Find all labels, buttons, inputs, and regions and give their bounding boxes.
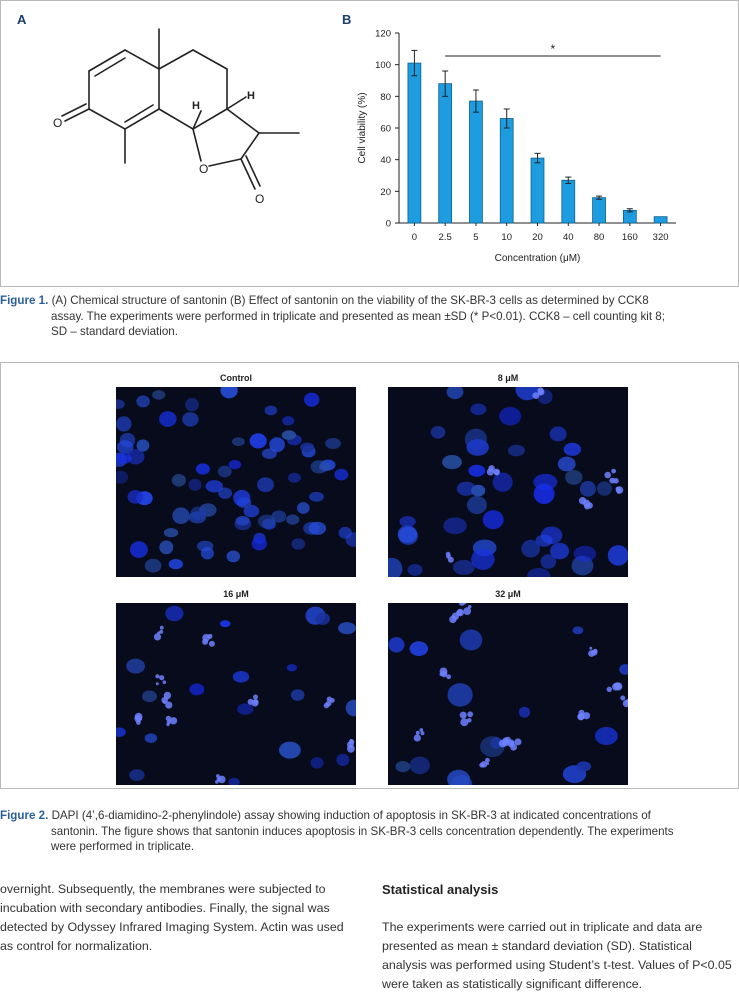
micro-image-control xyxy=(116,387,356,577)
apoptotic-body xyxy=(613,478,619,484)
significance-marker: * xyxy=(550,41,556,56)
atom-label: O xyxy=(53,116,63,130)
apoptotic-body xyxy=(160,626,164,630)
nucleus xyxy=(129,769,144,781)
apoptotic-body xyxy=(215,780,219,784)
caption-line: (A) Chemical structure of santonin (B) Effect of santonin on the viability of the SK-BR-3 cells as determined by CCK8 xyxy=(51,294,649,307)
panel-b-label: B xyxy=(342,12,352,27)
bar xyxy=(654,217,667,223)
x-tick-label: 320 xyxy=(652,232,669,243)
nucleus xyxy=(220,387,237,398)
apoptotic-body xyxy=(163,680,167,684)
nucleus xyxy=(189,479,202,491)
nucleus xyxy=(303,522,319,535)
apoptotic-body xyxy=(253,695,258,700)
nucleus xyxy=(136,395,150,407)
panel-a-label: A xyxy=(17,12,27,27)
nucleus xyxy=(300,443,314,453)
nucleus xyxy=(130,541,148,558)
nucleus xyxy=(257,477,274,492)
nucleus xyxy=(396,761,411,772)
nucleus xyxy=(453,560,475,575)
apoptotic-body xyxy=(248,699,254,705)
apoptotic-body xyxy=(202,639,208,645)
micro-image-32um xyxy=(388,603,628,785)
nucleus xyxy=(558,457,576,472)
apoptotic-body xyxy=(614,683,622,691)
nucleus xyxy=(286,515,299,525)
nucleus xyxy=(527,568,550,577)
nucleus xyxy=(447,387,464,399)
apoptotic-body xyxy=(463,607,471,615)
atom-label: O xyxy=(255,192,265,206)
nucleus xyxy=(519,707,530,718)
apoptotic-body xyxy=(485,758,490,763)
x-tick-label: 80 xyxy=(593,232,605,243)
nucleus xyxy=(262,449,277,459)
x-tick-label: 10 xyxy=(501,232,513,243)
nucleus xyxy=(116,453,132,464)
nucleus xyxy=(128,490,144,504)
nucleus xyxy=(201,547,214,559)
apoptotic-body xyxy=(155,674,159,678)
nucleus xyxy=(218,488,232,499)
y-tick-label: 100 xyxy=(375,60,391,72)
nucleus xyxy=(172,474,186,487)
y-tick-label: 60 xyxy=(380,123,391,135)
nucleus xyxy=(233,671,249,683)
caption-line: were performed in triplicate. xyxy=(51,840,195,853)
nucleus xyxy=(398,527,418,545)
x-axis-label: Concentration (μM) xyxy=(494,253,581,264)
nucleus xyxy=(297,502,310,514)
nucleus xyxy=(145,733,157,743)
nucleus xyxy=(410,757,430,775)
body-right-column xyxy=(382,880,738,994)
nucleus xyxy=(541,554,557,569)
x-tick-label: 2.5 xyxy=(438,232,452,243)
nucleus xyxy=(220,620,230,627)
nucleus xyxy=(471,549,494,570)
nucleus xyxy=(597,481,612,495)
nucleus xyxy=(304,393,319,407)
nucleus xyxy=(190,507,206,521)
nucleus xyxy=(126,659,145,674)
nucleus xyxy=(493,473,513,492)
caption-line: santonin. The figure shows that santonin induces apoptosis in SK-BR-3 cells concentration dependently. The experiments xyxy=(51,824,674,838)
apoptotic-body xyxy=(216,774,220,778)
x-tick-label: 160 xyxy=(621,232,638,243)
figure-2-panel xyxy=(0,362,739,789)
nucleus xyxy=(483,510,504,529)
micro-title-16um: 16 μM xyxy=(223,589,249,599)
atom-label: O xyxy=(199,162,209,176)
nucleus xyxy=(287,664,297,671)
figure-1-panel xyxy=(0,0,739,287)
nucleus xyxy=(120,433,136,447)
x-tick-label: 5 xyxy=(473,232,479,243)
x-tick-label: 20 xyxy=(532,232,543,243)
bar xyxy=(408,63,421,223)
nucleus xyxy=(116,416,131,431)
x-tick-label: 40 xyxy=(562,232,574,243)
x-tick-label: 0 xyxy=(411,232,418,243)
nucleus xyxy=(237,703,253,714)
y-tick-label: 0 xyxy=(385,218,391,230)
nucleus xyxy=(580,481,596,497)
apoptotic-body xyxy=(584,504,590,510)
nucleus xyxy=(574,546,596,562)
bar xyxy=(500,119,513,224)
nucleus xyxy=(196,463,210,474)
section-heading: Statistical analysis xyxy=(382,882,499,897)
nucleus xyxy=(229,460,241,469)
nucleus xyxy=(116,471,128,484)
nucleus xyxy=(521,540,540,558)
nucleus xyxy=(309,492,324,502)
apoptotic-body xyxy=(209,641,215,647)
nucleus xyxy=(346,700,356,717)
bar xyxy=(439,84,452,223)
y-tick-label: 40 xyxy=(380,155,391,167)
figure-2-label: Figure 2. xyxy=(0,809,49,822)
nucleus xyxy=(460,629,483,650)
apoptotic-body xyxy=(156,682,159,685)
apoptotic-body xyxy=(589,647,592,650)
y-tick-label: 80 xyxy=(380,91,391,103)
y-tick-label: 120 xyxy=(375,28,391,40)
nucleus xyxy=(448,683,473,707)
body-paragraph: The experiments were carried out in triplicate and data are presented as mean ± standard deviation (SD). Statistical analysis was performed using Student’s t-test. Values of P<0.05 were taken as statistically significant difference. xyxy=(382,920,732,991)
nucleus xyxy=(442,455,462,469)
apoptotic-body xyxy=(583,712,590,719)
nucleus xyxy=(471,485,485,497)
body-left-column xyxy=(0,880,356,956)
nucleus xyxy=(443,517,467,534)
nucleus xyxy=(164,528,178,537)
nucleus xyxy=(334,469,348,481)
apoptotic-body xyxy=(515,738,522,745)
nucleus xyxy=(447,770,470,785)
nucleus xyxy=(565,470,582,485)
caption-line: SD – standard deviation. xyxy=(51,325,178,338)
santonin-structure xyxy=(41,21,331,221)
apoptotic-body xyxy=(607,687,612,692)
bar xyxy=(531,158,544,223)
nucleus xyxy=(508,445,525,457)
micro-title-control: Control xyxy=(220,373,252,383)
nucleus xyxy=(577,761,592,771)
apoptotic-body xyxy=(617,490,621,494)
nucleus xyxy=(325,438,341,449)
bar xyxy=(469,101,482,223)
apoptotic-body xyxy=(452,613,459,620)
nucleus xyxy=(311,757,324,769)
nucleus xyxy=(399,516,415,527)
nucleus xyxy=(159,411,177,427)
nucleus xyxy=(189,684,204,696)
nucleus xyxy=(116,399,125,409)
apoptotic-body xyxy=(479,763,484,768)
nucleus xyxy=(410,641,428,656)
nucleus xyxy=(573,627,584,635)
caption-line: DAPI (4’,6-diamidino-2-phenylindole) assay showing induction of apoptosis in SK-BR-3 at indicated concentrations of xyxy=(51,809,651,822)
nucleus xyxy=(233,490,250,506)
apoptotic-body xyxy=(611,469,616,474)
micro-title-8um: 8 μM xyxy=(497,373,519,383)
figure-1-caption xyxy=(0,293,730,340)
bar xyxy=(562,180,575,223)
apoptotic-body xyxy=(446,555,449,558)
nucleus xyxy=(431,426,446,439)
apoptotic-body xyxy=(161,697,168,704)
nucleus xyxy=(137,439,150,451)
apoptotic-body xyxy=(604,472,611,479)
nucleus xyxy=(288,473,301,483)
nucleus xyxy=(468,465,485,477)
cell-viability-chart xyxy=(341,23,701,268)
caption-line: assay. The experiments were performed in triplicate and presented as mean ±SD (* P<0.01). CCK8 – cell counting kit 8; xyxy=(51,309,665,323)
nucleus xyxy=(159,541,173,555)
nucleus xyxy=(408,564,423,576)
nucleus xyxy=(470,404,486,416)
apoptotic-body xyxy=(134,715,141,722)
apoptotic-body xyxy=(208,634,213,639)
nucleus xyxy=(388,558,402,577)
nucleus xyxy=(258,515,275,529)
apoptotic-body xyxy=(167,720,171,724)
apoptotic-body xyxy=(154,633,161,640)
apoptotic-body xyxy=(460,712,467,719)
micro-title-32um: 32 μM xyxy=(495,589,521,599)
apoptotic-body xyxy=(327,697,332,702)
nucleus xyxy=(338,622,356,634)
apoptotic-body xyxy=(620,696,625,701)
nucleus xyxy=(292,538,306,549)
y-tick-label: 20 xyxy=(380,186,391,198)
nucleus xyxy=(185,398,199,411)
nucleus xyxy=(165,606,183,621)
nucleus xyxy=(236,516,250,526)
body-paragraph: overnight. Subsequently, the membranes were subjected to incubation with secondary antibodies. Finally, the signal was detected by Odyssey Infrared Imaging System. Actin was used as control for normalization. xyxy=(0,882,344,953)
nucleus xyxy=(619,664,628,675)
micro-image-16um xyxy=(116,603,356,785)
nucleus xyxy=(319,462,331,471)
nucleus xyxy=(116,727,126,737)
nucleus xyxy=(608,545,628,566)
apoptotic-body xyxy=(170,717,177,724)
nucleus xyxy=(227,551,241,563)
nucleus xyxy=(252,537,267,550)
apoptotic-body xyxy=(349,739,353,743)
atom-label: H xyxy=(192,100,200,112)
atom-label: H xyxy=(247,90,255,102)
figure-2-caption xyxy=(0,808,730,855)
nucleus xyxy=(291,689,305,701)
nucleus xyxy=(145,559,162,573)
apoptotic-body xyxy=(460,718,468,726)
apoptotic-body xyxy=(623,700,628,707)
apoptotic-body xyxy=(499,740,507,748)
nucleus xyxy=(250,433,267,448)
nucleus xyxy=(229,778,240,785)
y-axis-label: Cell viability (%) xyxy=(357,92,368,164)
nucleus xyxy=(182,412,198,426)
apoptotic-body xyxy=(494,470,500,476)
bar xyxy=(593,198,606,223)
apoptotic-body xyxy=(440,673,443,676)
nucleus xyxy=(172,507,189,524)
apoptotic-body xyxy=(467,711,473,717)
nucleus xyxy=(315,613,330,625)
apoptotic-body xyxy=(414,734,421,741)
apoptotic-body xyxy=(416,731,420,735)
nucleus xyxy=(279,742,301,759)
micro-image-8um xyxy=(388,387,628,577)
nucleus xyxy=(169,559,183,569)
apoptotic-body xyxy=(487,468,494,475)
nucleus xyxy=(142,691,157,703)
apoptotic-body xyxy=(579,497,586,504)
nucleus xyxy=(218,466,232,478)
apoptotic-body xyxy=(254,699,259,704)
apoptotic-body xyxy=(538,392,542,396)
figure-1-label: Figure 1. xyxy=(0,294,49,307)
apoptotic-body xyxy=(419,728,423,732)
nucleus xyxy=(232,437,245,446)
nucleus xyxy=(534,484,555,504)
nucleus xyxy=(336,754,349,766)
nucleus xyxy=(282,416,294,425)
nucleus xyxy=(265,406,278,416)
nucleus xyxy=(467,439,489,456)
nucleus xyxy=(388,637,404,652)
nucleus xyxy=(499,407,521,426)
nucleus xyxy=(595,727,618,745)
nucleus xyxy=(564,443,581,456)
nucleus xyxy=(282,430,296,440)
apoptotic-body xyxy=(588,650,595,657)
nucleus xyxy=(550,427,567,442)
nucleus xyxy=(467,496,487,514)
apoptotic-body xyxy=(159,675,164,680)
nucleus xyxy=(152,390,165,400)
apoptotic-body xyxy=(446,674,451,679)
